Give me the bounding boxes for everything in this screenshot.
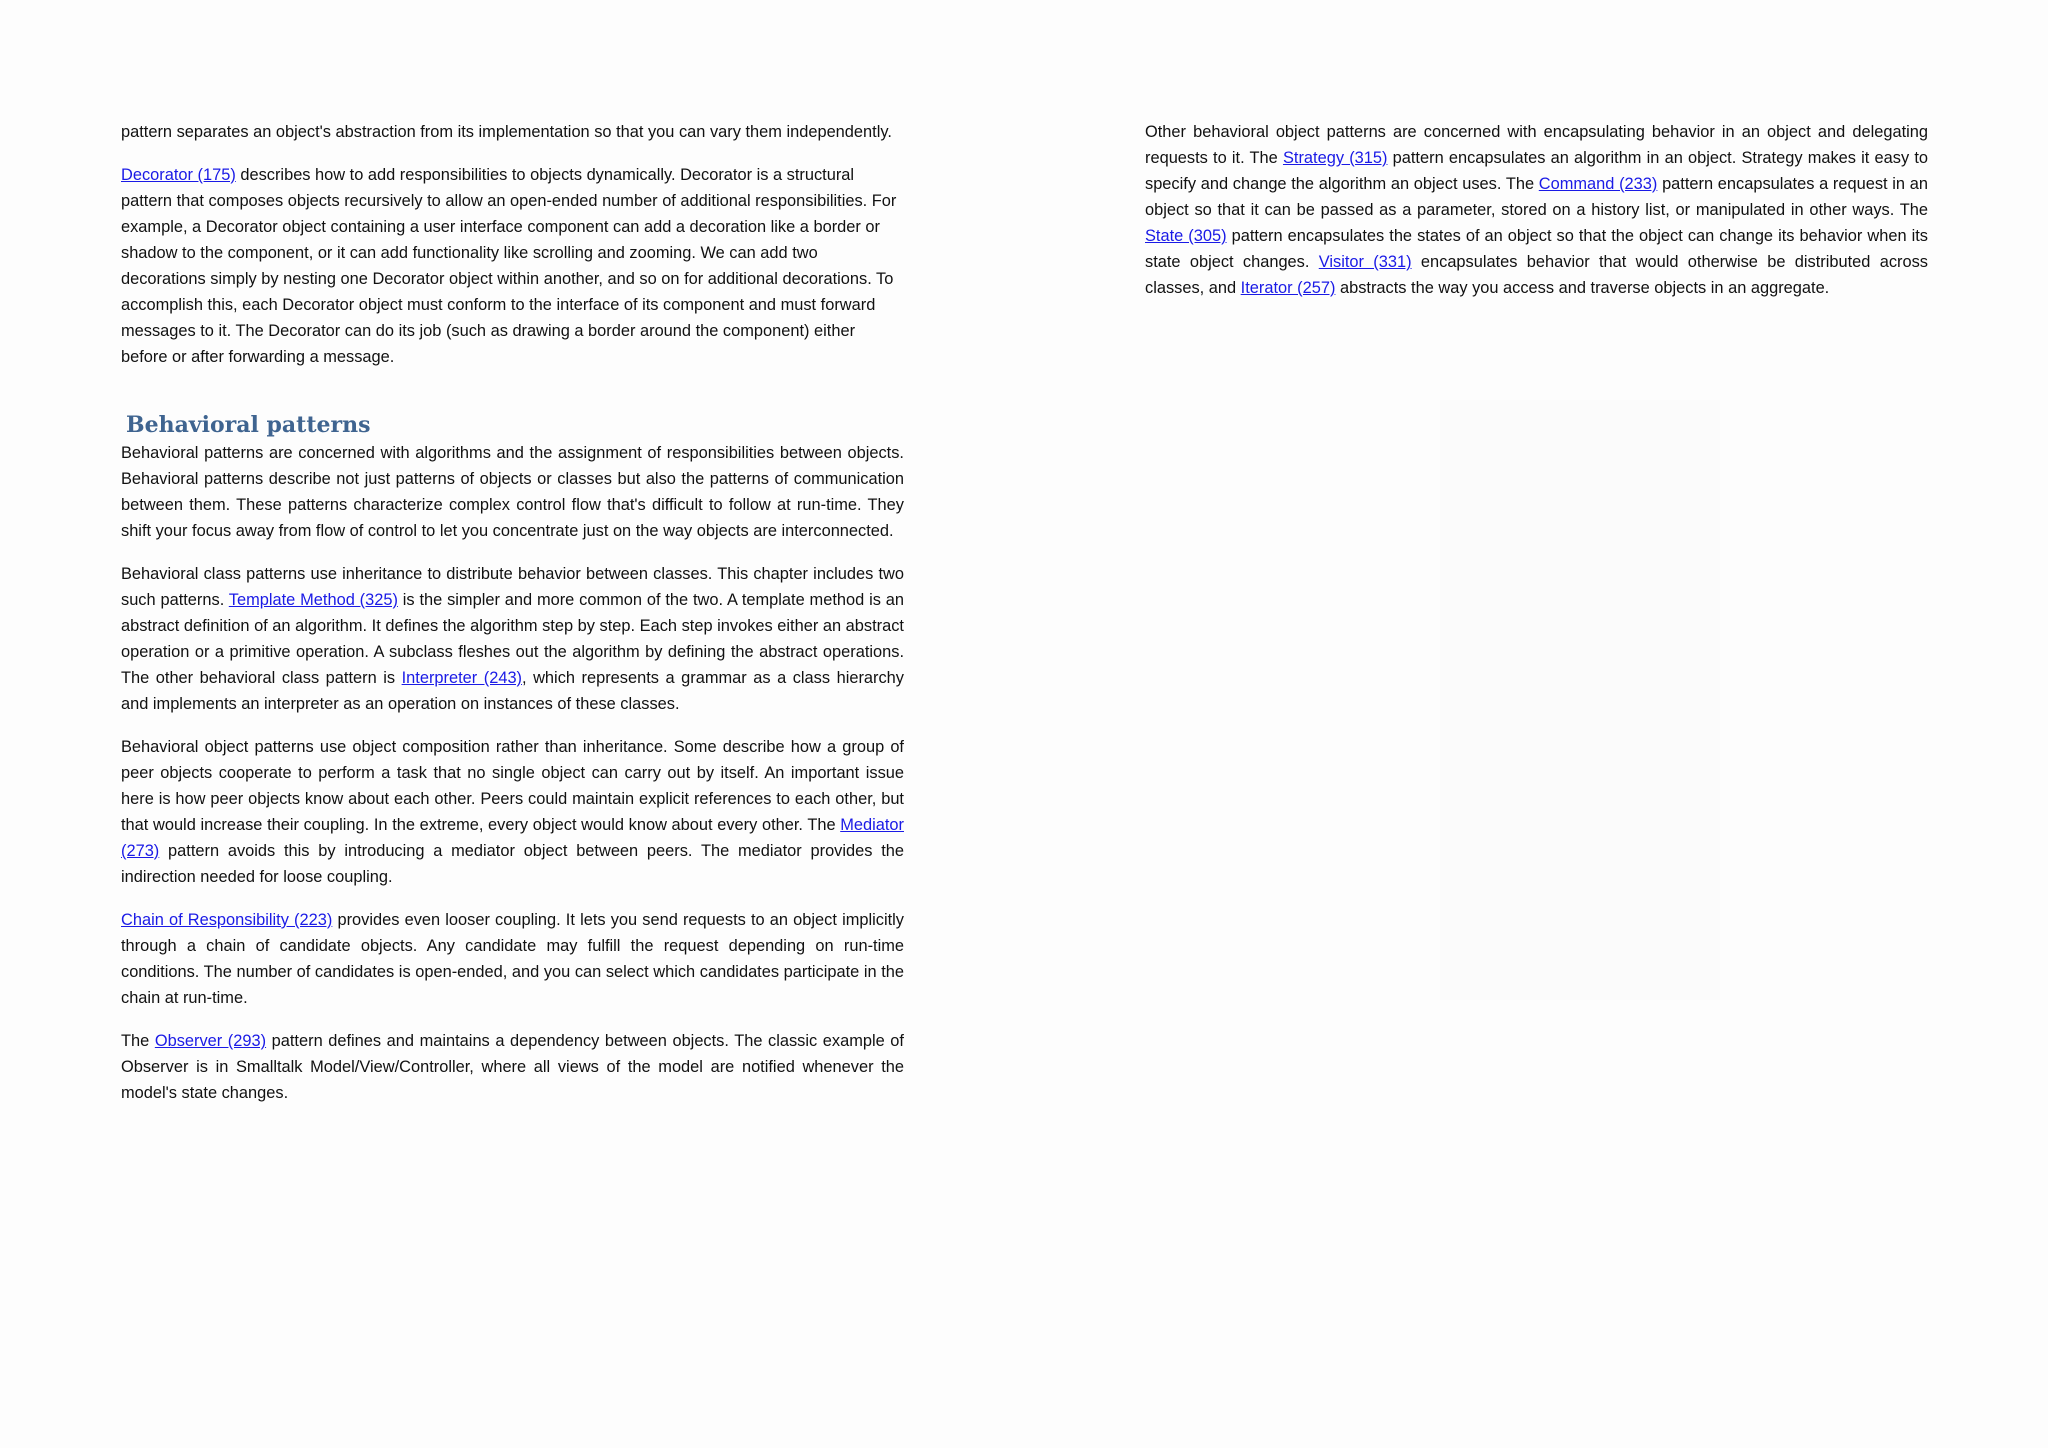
paragraph-text: is the simpler and more common of the two. A template method is an abstract definition of an algorithm. It defines the algorithm step by step. Each step invokes either an abstract operation or a primitive operation. A subclass fleshes out the algorithm by defining the abstract operations. The other behavioral class pattern is xyxy=(121,591,904,687)
paragraph-encapsulating-behavior xyxy=(1145,119,1928,301)
link-chain-of-responsibility[interactable]: Chain of Responsibility (223) xyxy=(121,911,333,929)
paragraph-text: provides even looser coupling. It lets you send requests to an object implicitly through a chain of candidate objects. Any candidate may fulfill the request depending on run-time conditions. The number of candidates is open-ended, and you can select which candidates participate in the chain at run-time. xyxy=(121,911,904,1007)
left-column xyxy=(121,119,904,1123)
paragraph-text: abstracts the way you access and traverse objects in an aggregate. xyxy=(1335,279,1830,297)
paragraph-behavioral-class xyxy=(121,561,904,717)
paragraph-text: , which represents a grammar as a class hierarchy and implements an interpreter as an operation on instances of these classes. xyxy=(121,669,904,713)
paragraph-text: pattern defines and maintains a dependency between objects. The classic example of Observer is in Smalltalk Model/View/Controller, where all views of the model are notified whenever the model's state changes. xyxy=(121,1032,904,1102)
link-decorator[interactable]: Decorator (175) xyxy=(121,166,236,184)
section-heading-behavioral-patterns: Behavioral patterns xyxy=(126,412,371,438)
paragraph-text: The xyxy=(121,1032,155,1050)
paragraph-text: pattern encapsulates the states of an object so that the object can change its behavior when its state object changes. xyxy=(1145,227,1928,271)
paragraph-chain-of-responsibility xyxy=(121,907,904,1011)
paragraph-observer xyxy=(121,1028,904,1106)
link-state[interactable]: State (305) xyxy=(1145,227,1227,245)
paragraph-behavioral-object xyxy=(121,734,904,890)
paragraph-behavioral-intro xyxy=(121,440,904,544)
link-interpreter[interactable]: Interpreter (243) xyxy=(401,669,523,687)
paragraph-text: Behavioral class patterns use inheritance to distribute behavior between classes. This chapter includes two such patterns. xyxy=(121,565,904,609)
paragraph-text: pattern separates an object's abstraction from its implementation so that you can vary them independently. xyxy=(121,123,892,141)
background-shade xyxy=(1440,400,1720,1000)
paragraph-decorator xyxy=(121,162,904,370)
paragraph-text: pattern encapsulates a request in an object so that it can be passed as a parameter, stored on a history list, or manipulated in other ways. The xyxy=(1145,175,1928,219)
link-iterator[interactable]: Iterator (257) xyxy=(1240,279,1336,297)
paragraph-text: Other behavioral object patterns are concerned with encapsulating behavior in an object and delegating requests to it. The xyxy=(1145,123,1928,167)
paragraph-bridge-end xyxy=(121,119,904,145)
paragraph-text: Behavioral object patterns use object composition rather than inheritance. Some describe how a group of peer objects cooperate to perform a task that no single object can carry out by itself. An important issue here is how peer objects know about each other. Peers could maintain explicit references to each other, but that would increase their coupling. In the extreme, every object would know about every other. The xyxy=(121,738,904,834)
paragraph-text: pattern avoids this by introducing a mediator object between peers. The mediator provides the indirection needed for loose coupling. xyxy=(121,842,904,886)
link-command[interactable]: Command (233) xyxy=(1538,175,1658,193)
paragraph-text: encapsulates behavior that would otherwise be distributed across classes, and xyxy=(1145,253,1928,297)
right-column xyxy=(1145,119,1928,318)
link-mediator[interactable]: Mediator (273) xyxy=(121,816,904,860)
paragraph-text: describes how to add responsibilities to objects dynamically. Decorator is a structural pattern that composes objects recursively to allow an open-ended number of additional responsibilities. For example, a Decorator object containing a user interface component can add a decoration like a border or shadow to the component, or it can add functionality like scrolling and zooming. We can add two decorations simply by nesting one Decorator object within another, and so on for additional decorations. To accomplish this, each Decorator object must conform to the interface of its component and must forward messages to it. The Decorator can do its job (such as drawing a border around the component) either before or after forwarding a message. xyxy=(121,166,897,366)
link-visitor[interactable]: Visitor (331) xyxy=(1318,253,1412,271)
link-observer[interactable]: Observer (293) xyxy=(154,1032,267,1050)
paragraph-text: Behavioral patterns are concerned with algorithms and the assignment of responsibilities between objects. Behavioral patterns describe not just patterns of objects or classes but also the patterns of communication between them. These patterns characterize complex control flow that's difficult to follow at run-time. They shift your focus away from flow of control to let you concentrate just on the way objects are interconnected. xyxy=(121,444,904,540)
link-strategy[interactable]: Strategy (315) xyxy=(1282,149,1388,167)
paragraph-text: pattern encapsulates an algorithm in an object. Strategy makes it easy to specify and change the algorithm an object uses. The xyxy=(1145,149,1929,193)
link-template-method[interactable]: Template Method (325) xyxy=(228,591,398,609)
